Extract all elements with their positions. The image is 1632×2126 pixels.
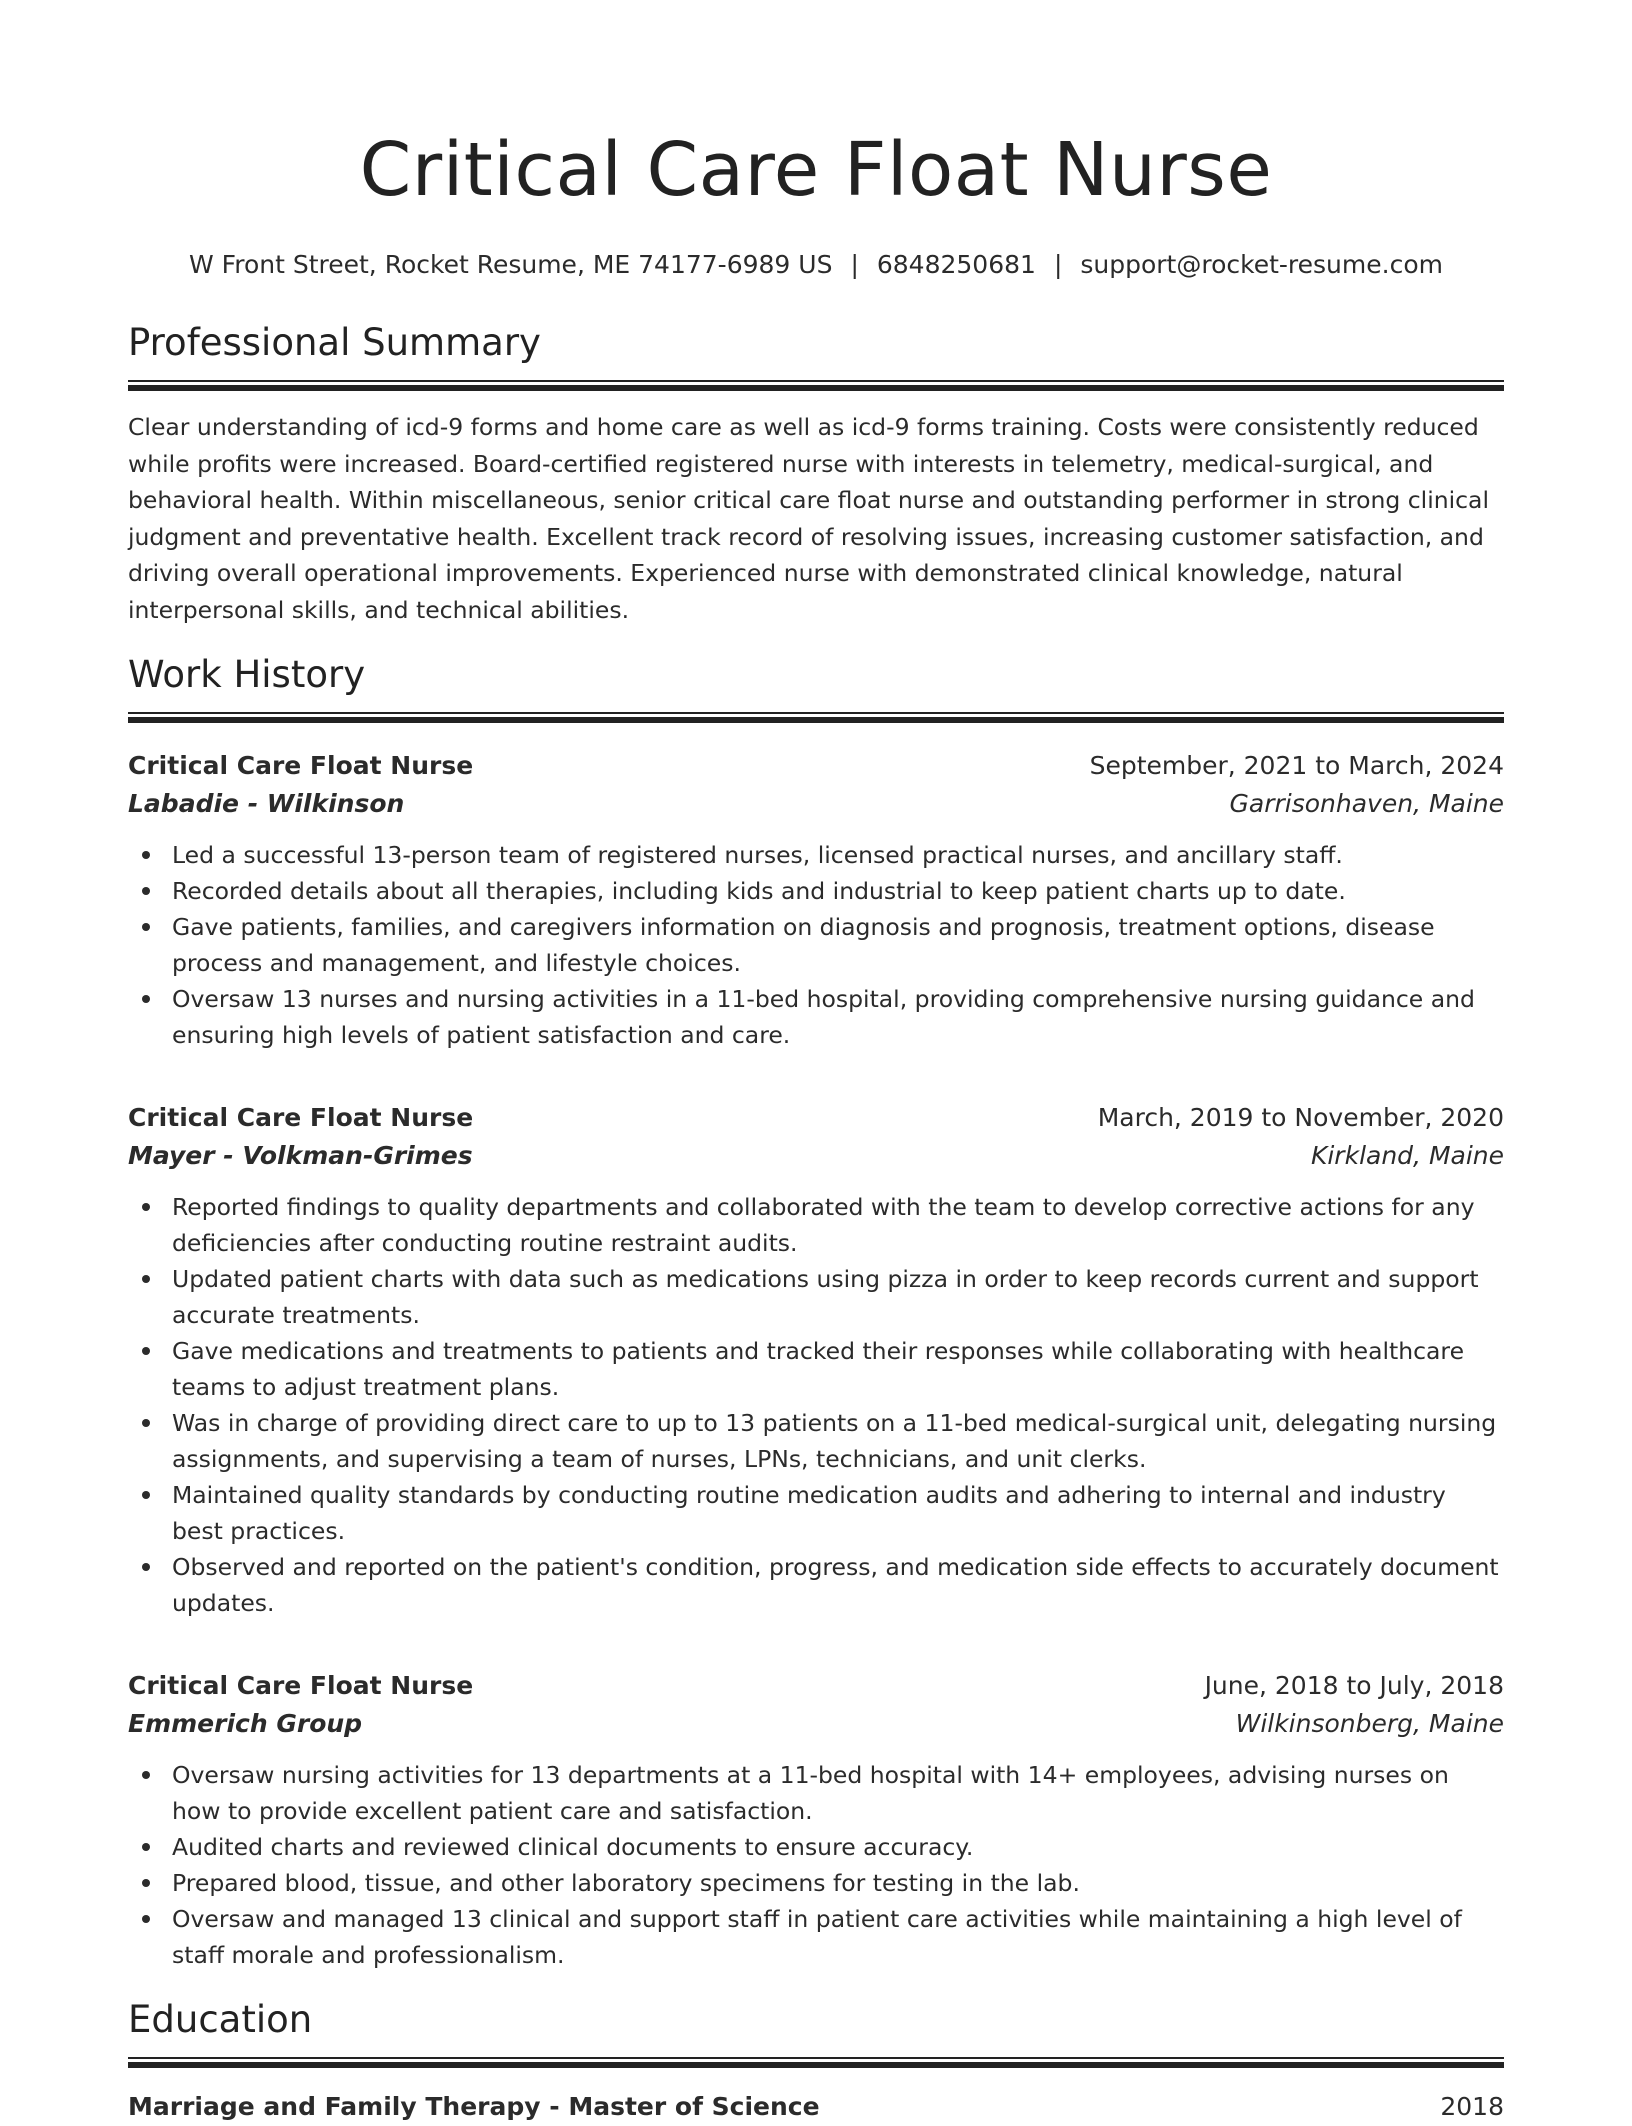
job-company: Labadie - Wilkinson: [128, 789, 405, 818]
education-year: 2018: [1440, 2092, 1504, 2121]
contact-email: support@rocket-resume.com: [1080, 250, 1443, 279]
summary-text: Clear understanding of icd-9 forms and home care as well as icd-9 forms training. Costs were consistently reduced while profits were increased. Board-certified registered nurse with interests in telemetry, medical-surgical, and behavioral health. Within miscellaneous, senior critical care float nurse and outstanding performer in strong clinical judgment and preventative health. Excellent track record of resolving issues, increasing customer satisfaction, and driving overall operational improvements. Experienced nurse with demonstrated clinical knowledge, natural interpersonal skills, and technical abilities.: [128, 413, 1489, 624]
list-item: Oversaw nursing activities for 13 departments at a 11-bed hospital with 14+ employees, advising nurses on how to provide excellent patient care and satisfaction.: [128, 1757, 1504, 1829]
list-item: Recorded details about all therapies, including kids and industrial to keep patient charts up to date.: [128, 873, 1504, 909]
section-divider: [128, 712, 1504, 723]
list-item: Maintained quality standards by conducting routine medication audits and adhering to internal and industry best practices.: [128, 1477, 1504, 1549]
job-company: Emmerich Group: [128, 1709, 363, 1738]
list-item: Gave patients, families, and caregivers information on diagnosis and prognosis, treatment options, disease process and management, and lifestyle choices.: [128, 909, 1504, 981]
section-title: Education: [128, 1998, 313, 2041]
section-divider: [128, 380, 1504, 391]
work-history-section: [128, 650, 1504, 1973]
list-item: Oversaw 13 nurses and nursing activities in a 11-bed hospital, providing comprehensive nursing guidance and ensuring high levels of patient satisfaction and care.: [128, 981, 1504, 1053]
resume-page: [128, 0, 1504, 2126]
job-company: Mayer - Volkman-Grimes: [128, 1141, 473, 1170]
list-item: Audited charts and reviewed clinical documents to ensure accuracy.: [128, 1829, 1504, 1865]
contact-phone: 6848250681: [876, 250, 1036, 279]
contact-address: W Front Street, Rocket Resume, ME 74177-6989 US: [189, 250, 833, 279]
job-location: Kirkland, Maine: [1310, 1141, 1504, 1170]
job-bullets: [128, 1189, 1504, 1621]
education-degree: Marriage and Family Therapy - Master of Science: [128, 2092, 820, 2121]
contact-separator: |: [1053, 250, 1063, 279]
job-bullets: [128, 837, 1504, 1053]
education-section: [128, 1995, 1504, 2126]
list-item: Observed and reported on the patient's condition, progress, and medication side effects to accurately document updates.: [128, 1549, 1504, 1621]
section-title: Professional Summary: [128, 321, 541, 364]
job-title: Critical Care Float Nurse: [128, 751, 474, 780]
list-item: Prepared blood, tissue, and other laboratory specimens for testing in the lab.: [128, 1865, 1504, 1901]
list-item: Was in charge of providing direct care to up to 13 patients on a 11-bed medical-surgical unit, delegating nursing assignments, and supervising a team of nurses, LPNs, technicians, and unit clerks.: [128, 1405, 1504, 1477]
job-entry: [128, 1099, 1504, 1621]
job-bullets: [128, 1757, 1504, 1973]
list-item: Led a successful 13-person team of registered nurses, licensed practical nurses, and ancillary staff.: [128, 837, 1504, 873]
list-item: Gave medications and treatments to patients and tracked their responses while collaborating with healthcare teams to adjust treatment plans.: [128, 1333, 1504, 1405]
job-entry: [128, 1667, 1504, 1973]
list-item: Updated patient charts with data such as medications using pizza in order to keep records current and support accurate treatments.: [128, 1261, 1504, 1333]
job-location: Garrisonhaven, Maine: [1229, 789, 1504, 818]
job-title: Critical Care Float Nurse: [128, 1671, 474, 1700]
job-location: Wilkinsonberg, Maine: [1235, 1709, 1504, 1738]
contact-line: [128, 248, 1504, 282]
job-entry: [128, 747, 1504, 1053]
contact-separator: |: [850, 250, 859, 279]
list-item: Reported findings to quality departments and collaborated with the team to develop corrective actions for any deficiencies after conducting routine restraint audits.: [128, 1189, 1504, 1261]
job-dates: June, 2018 to July, 2018: [1204, 1671, 1504, 1700]
education-entry: [128, 2088, 1504, 2126]
list-item: Oversaw and managed 13 clinical and support staff in patient care activities while maintaining a high level of staff morale and professionalism.: [128, 1901, 1504, 1973]
job-dates: March, 2019 to November, 2020: [1097, 1103, 1504, 1132]
job-title: Critical Care Float Nurse: [128, 1103, 474, 1132]
section-title: Work History: [128, 653, 366, 696]
resume-name: Critical Care Float Nurse: [359, 127, 1273, 213]
job-dates: September, 2021 to March, 2024: [1089, 751, 1504, 780]
section-divider: [128, 2057, 1504, 2068]
professional-summary-section: [128, 318, 1504, 628]
